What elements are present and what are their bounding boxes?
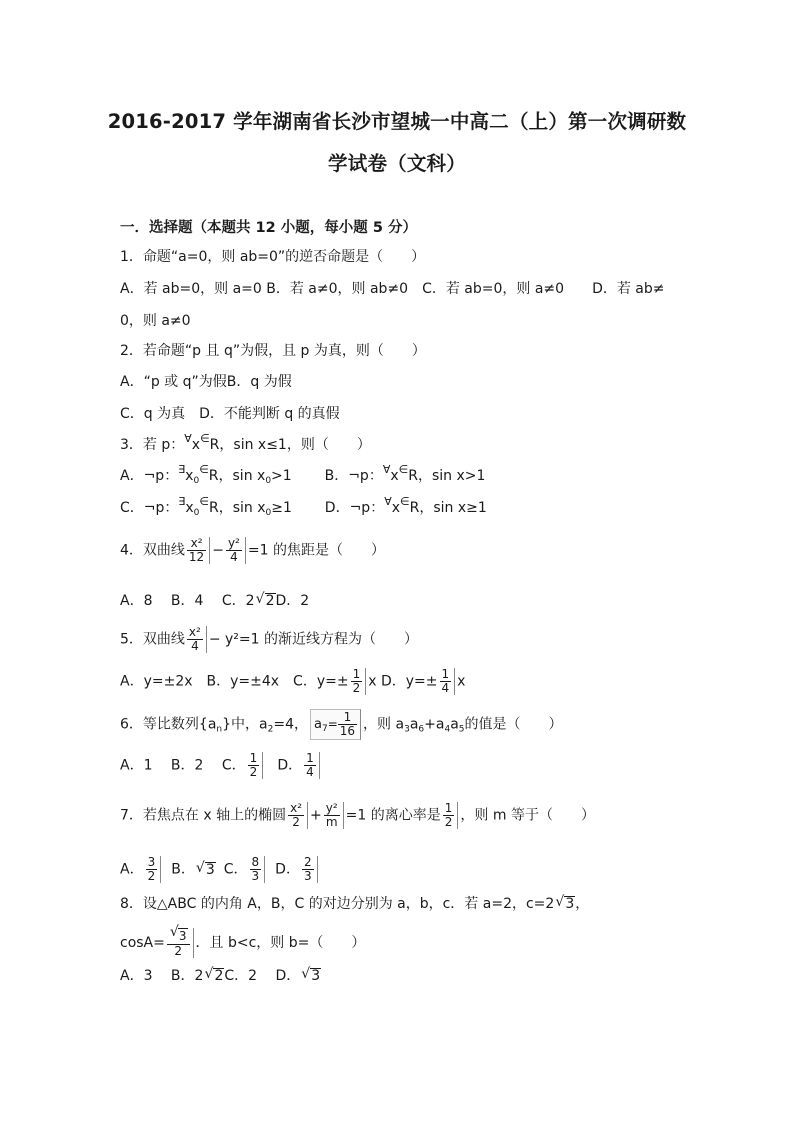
q8-cos-radical (170, 928, 188, 944)
q7-a-num: 3 (147, 855, 156, 869)
q5-fraction (187, 626, 207, 653)
q7-a-label: A． (120, 861, 144, 878)
q6-stem (120, 709, 563, 740)
q3-options-ab (120, 463, 486, 486)
q3-a-end: >1 (271, 468, 292, 484)
q7-c-num: 8 (251, 855, 260, 869)
q7-b-label: B． (171, 861, 195, 878)
q7-a-den: 2 (147, 869, 156, 883)
q3-stem (120, 432, 371, 455)
in-symbol: ∈ (199, 495, 209, 508)
q6-box-sub: 7 (321, 724, 328, 734)
q3-b-post: R，sin x>1 (408, 468, 486, 484)
q6-sub-2: 2 (267, 724, 274, 735)
q3-stem-var: x (191, 437, 201, 453)
q6-sub-6: 6 (418, 724, 425, 735)
q6-mid2: =4， (273, 716, 308, 733)
q7-fraction-2 (324, 802, 344, 829)
q6-a-letter: a (409, 716, 419, 733)
q8-cos-post: ．且 b<c，则 b=（ ） (195, 935, 366, 951)
q7-c-den: 3 (251, 869, 260, 883)
q8-b-radical (204, 966, 224, 986)
q5-post: − y²=1 的渐近线方程为（ ） (208, 631, 419, 648)
q3-a-pre: A．¬p： (120, 468, 179, 484)
q8-d-radical (301, 966, 321, 986)
q6-a-letter-2: a (450, 716, 459, 733)
q1-options-line2: 0，则 a≠0 (120, 313, 191, 329)
q4-radicand: 2 (265, 593, 275, 609)
q7-post: ，则 m 等于（ ） (460, 807, 595, 824)
q8-cos-num-wrap (167, 928, 190, 944)
q8-line1: 8．设△ABC 的内角 A，B，C 的对边分别为 a，b，c．若 a=2，c=2 (120, 896, 555, 912)
q6-c-num: 1 (249, 751, 258, 765)
q8-opts-c: C．2 D． (224, 968, 301, 984)
forall-symbol: ∀ (184, 432, 192, 445)
q7-plus: + (310, 807, 322, 824)
q8-options (120, 966, 321, 986)
q7-mid: =1 的离心率是 (345, 807, 441, 824)
q3-stem-a: 3．若 p： (120, 437, 185, 453)
forall-symbol: ∀ (384, 495, 392, 508)
q8-cos-num: 3 (178, 929, 187, 943)
q7-stem (120, 802, 595, 829)
q4-opts-a: A．8 B．4 C．2 (120, 593, 255, 609)
section-heading: 一．选择题（本题共 12 小题，每小题 5 分） (120, 220, 417, 236)
q7-b-radicand: 3 (205, 861, 215, 878)
q5-c-fraction (351, 668, 367, 695)
in-symbol: ∈ (199, 463, 209, 476)
q8-cos-fraction (167, 928, 194, 958)
q4-fraction-1 (187, 537, 210, 564)
forall-symbol: ∀ (382, 463, 391, 476)
q5-d-fraction (440, 668, 456, 695)
q8-stem-line2 (120, 928, 365, 958)
q6-plus-a: +a (424, 716, 445, 733)
q6-pre: 6．等比数列{a (120, 716, 217, 733)
q8-stem-line1 (120, 894, 589, 914)
q1-stem: 1．命题“a=0，则 ab=0”的逆否命题是（ ） (120, 249, 426, 265)
q7-den-1: 2 (288, 815, 304, 829)
q3-a-sub2: 0 (265, 476, 272, 486)
q6-d-den: 4 (306, 765, 314, 779)
q8-cos-pre: cosA= (120, 935, 165, 951)
q7-b-radical (196, 860, 216, 880)
q3-a-sub: 0 (193, 476, 200, 486)
q6-boxed-expr (310, 709, 361, 740)
q8-line1-end: ， (575, 896, 590, 912)
q4-radical (256, 591, 276, 611)
q2-options-line1: A．“p 或 q”为假B．q 为假 (120, 374, 292, 390)
q8-c-radicand: 3 (565, 896, 575, 912)
q6-box-lhs: a (314, 717, 322, 732)
q8-opts-a: A．3 B．2 (120, 968, 204, 984)
in-symbol: ∈ (400, 495, 410, 508)
q7-d-num: 2 (303, 855, 312, 869)
q4-opts-b: D．2 (275, 593, 310, 609)
q4-stem (120, 537, 385, 564)
q3-c-pre: C．¬p： (120, 500, 179, 516)
q5-c-num: 1 (352, 667, 361, 681)
q8-b-radicand: 2 (214, 968, 224, 984)
q4-fraction-2 (226, 537, 246, 564)
q3-b-var: x (390, 468, 399, 484)
q6-sub-n: n (216, 724, 223, 735)
q6-c-den: 2 (249, 765, 258, 779)
q5-end: x (457, 673, 466, 690)
q4-minus: − (212, 542, 224, 559)
q7-e-num: 1 (444, 801, 453, 815)
q7-d-label: D． (275, 861, 300, 878)
q3-d-var: x (391, 500, 401, 516)
q6-opts-a: A．1 B．2 C． (120, 757, 246, 774)
q7-a-fraction (146, 856, 162, 883)
q7-e-den: 2 (444, 815, 453, 829)
q4-num-2: y² (227, 536, 240, 550)
q3-a-post: R，sin x (208, 468, 266, 484)
q3-c-end: ≥1 (271, 500, 292, 516)
q1-options-line1: A．若 ab=0，则 a=0 B．若 a≠0，则 ab≠0 C．若 ab=0，则 a≠0 D．若 ab≠ (120, 281, 665, 297)
q5-num: x² (188, 625, 201, 639)
q6-d-label: D． (277, 757, 303, 774)
q6-sub-5: 5 (458, 724, 465, 735)
q6-d-num: 1 (306, 751, 314, 765)
q3-c-post: R，sin x (208, 500, 266, 516)
q5-d-num: 1 (441, 667, 450, 681)
q3-stem-c: R，sin x≤1，则（ ） (209, 437, 371, 453)
q3-c-sub: 0 (193, 508, 200, 518)
q7-c-label: C． (223, 861, 248, 878)
q3-b-pre: B．¬p： (324, 468, 383, 484)
q5-mid: x D．y=± (368, 673, 438, 690)
q2-stem: 2．若命题“p 且 q”为假，且 p 为真，则（ ） (120, 343, 426, 359)
q6-box-eq: = (327, 717, 338, 731)
q6-box-den: 16 (339, 724, 356, 738)
q3-d-pre: D．¬p： (324, 500, 385, 516)
q5-options (120, 668, 465, 695)
q6-c-fraction (248, 752, 264, 779)
q3-c-sub2: 0 (265, 508, 272, 518)
q4-post: =1 的焦距是（ ） (247, 542, 385, 559)
q4-den-1: 12 (188, 550, 205, 564)
q3-options-cd (120, 495, 487, 518)
q7-den-2: m (324, 815, 340, 829)
q7-c-fraction (250, 856, 266, 883)
q8-d-radicand: 3 (311, 968, 321, 984)
q2-options-line2: C．q 为真 D．不能判断 q 的真假 (120, 406, 340, 422)
in-symbol: ∈ (200, 432, 210, 445)
q6-mid1: }中，a (222, 716, 268, 733)
q6-box-num: 1 (343, 710, 352, 724)
q7-e-fraction (443, 802, 459, 829)
q7-d-fraction (302, 856, 318, 883)
title-line-2: 学试卷（文科） (328, 152, 466, 175)
q5-d-den: 4 (441, 681, 450, 695)
q3-c-var: x (185, 500, 194, 516)
q7-num-1: x² (290, 801, 303, 815)
q5-stem (120, 626, 418, 653)
in-symbol: ∈ (398, 463, 409, 476)
q6-end: 的值是（ ） (464, 716, 563, 733)
q6-options (120, 752, 322, 779)
q7-fraction-1 (288, 802, 308, 829)
q4-pre: 4．双曲线 (120, 542, 185, 559)
q8-cos-den: 2 (167, 944, 190, 958)
exists-symbol: ∃ (178, 495, 186, 508)
q8-c-radical (555, 894, 575, 914)
q5-opt-a: A．y=±2x B．y=±4x C．y=± (120, 673, 349, 690)
q6-sub-4: 4 (444, 724, 451, 735)
title-line-1: 2016-2017 学年湖南省长沙市望城一中高二（上）第一次调研数 (107, 110, 687, 133)
q3-d-post: R，sin x≥1 (409, 500, 487, 516)
q7-pre: 7．若焦点在 x 轴上的椭圆 (120, 807, 287, 824)
q7-num-2: y² (325, 801, 338, 815)
q4-options (120, 591, 309, 611)
q5-pre: 5．双曲线 (120, 631, 185, 648)
q5-c-den: 2 (352, 681, 361, 695)
q4-num-1: x² (190, 536, 203, 550)
q6-post: ，则 a (363, 716, 405, 733)
q7-options (120, 856, 320, 883)
q7-d-den: 3 (303, 869, 312, 883)
q6-sub-3: 3 (404, 724, 410, 735)
q3-a-var: x (185, 468, 194, 484)
exists-symbol: ∃ (178, 463, 186, 476)
q5-den: 4 (187, 639, 203, 653)
q4-den-2: 4 (226, 550, 242, 564)
q6-d-fraction (304, 752, 320, 779)
